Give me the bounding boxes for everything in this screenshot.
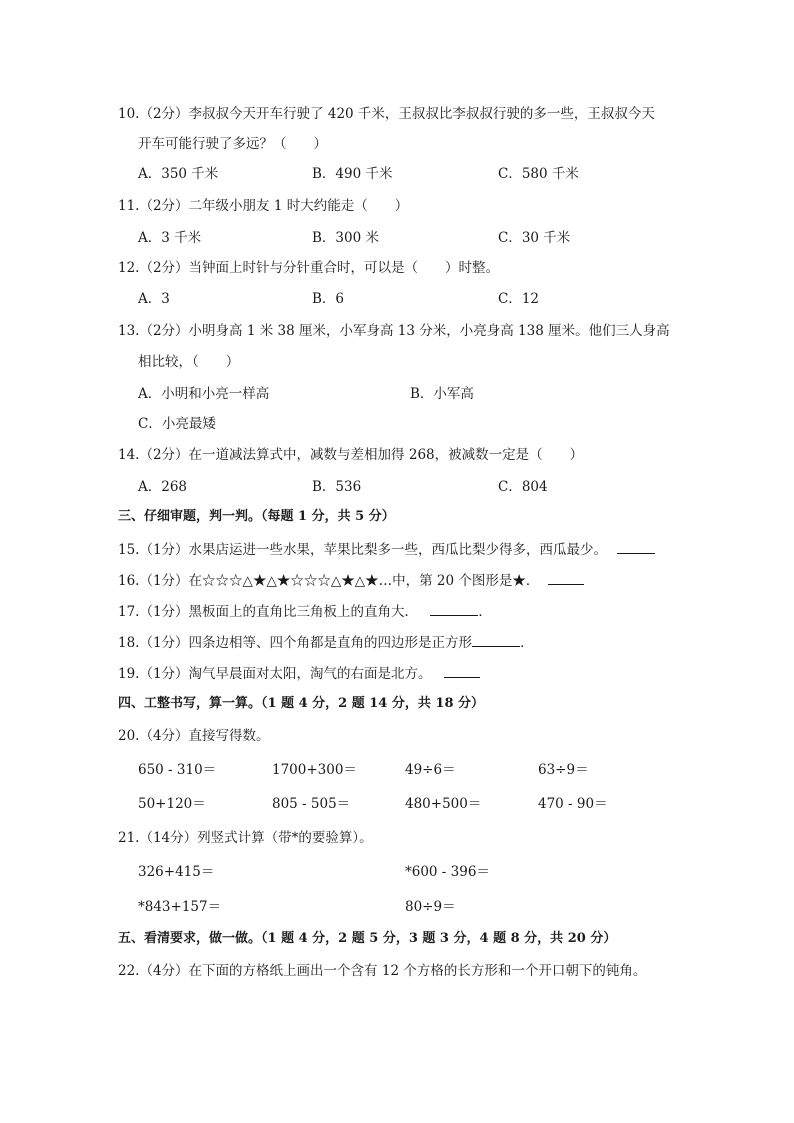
q18-stem [118, 632, 534, 653]
q11-option-a: A．3 千米 [138, 230, 202, 246]
q10-option-c: C．580 千米 [498, 166, 579, 182]
q22-stem: 22.（4分）在下面的方格纸上画出一个含有 12 个方格的长方形和一个开口朝下的钝角。 [118, 963, 647, 979]
q20-item-2: 1700+300＝ [272, 762, 357, 778]
q17-text: 17.（1分）黑板面上的直角比三角板上的直角大． [118, 604, 419, 620]
q19-stem [118, 663, 480, 684]
q20-item-1: 650 - 310＝ [138, 762, 217, 778]
q21-item-3: *843+157＝ [138, 899, 222, 915]
q20-item-7: 480+500＝ [405, 796, 482, 812]
q13-stem-cont: 相比较，（ ） [138, 354, 240, 370]
q15-text: 15.（1分）水果店运进一些水果，苹果比梨多一些，西瓜比梨少得多，西瓜最少。 [118, 542, 608, 558]
q12-option-c: C．12 [498, 291, 540, 307]
q14-option-b: B．536 [312, 479, 362, 495]
q14-option-c: C．804 [498, 479, 548, 495]
q12-stem: 12.（2分）当钟面上时针与分针重合时，可以是（ ）时整。 [118, 260, 500, 276]
q13-stem: 13.（2分）小明身高 1 米 38 厘米，小军身高 13 分米，小亮身高 138 厘米。他们三人身高 [118, 323, 670, 339]
q18-text: 18.（1分）四条边相等、四个角都是直角的四边形是正方形 [118, 635, 473, 651]
q15-stem [118, 539, 655, 560]
q10-option-b: B．490 千米 [312, 166, 393, 182]
section-3-heading: 三、仔细审题，判一判。（每题 1 分，共 5 分） [118, 509, 395, 524]
section-4-heading: 四、工整书写，算一算。（1 题 4 分，2 题 14 分，共 18 分） [118, 696, 485, 711]
q16-text: 16.（1分）在☆☆☆△★△★☆☆☆△★△★…中，第 20 个图形是★． [118, 573, 540, 589]
q20-item-3: 49÷6＝ [405, 762, 456, 778]
q15-answer-blank[interactable] [617, 539, 655, 554]
q21-stem: 21.（14分）列竖式计算（带*的要验算）。 [118, 830, 373, 846]
q19-text: 19.（1分）淘气早晨面对太阳，淘气的右面是北方。 [118, 666, 432, 682]
q16-answer-blank[interactable] [548, 570, 584, 585]
q16-stem [118, 570, 584, 591]
q14-option-a: A．268 [138, 479, 188, 495]
section-5-heading: 五、看清要求，做一做。（1 题 4 分，2 题 5 分，3 题 3 分，4 题 8 分，共 20 分） [118, 931, 617, 946]
q17-end-mark: ． [478, 604, 492, 620]
q11-option-c: C．30 千米 [498, 230, 571, 246]
q20-item-6: 805 - 505＝ [272, 796, 351, 812]
q17-stem [118, 601, 492, 622]
q20-stem: 20.（4分）直接写得数。 [118, 728, 270, 744]
q14-stem: 14.（2分）在一道减法算式中，减数与差相加得 268，被减数一定是（ ） [118, 447, 584, 463]
q11-option-b: B．300 米 [312, 230, 379, 246]
q21-item-2: *600 - 396＝ [405, 864, 490, 880]
q21-item-4: 80÷9＝ [405, 899, 456, 915]
q19-answer-blank[interactable] [444, 663, 480, 678]
q21-item-1: 326+415＝ [138, 864, 215, 880]
q13-option-a: A．小明和小亮一样高 [138, 386, 270, 402]
q18-end-mark: ． [520, 635, 534, 651]
q10-stem: 10.（2分）李叔叔今天开车行驶了 420 千米，王叔叔比李叔叔行驶的多一些，王叔叔今天 [118, 106, 655, 122]
q10-stem-cont: 开车可能行驶了多远？（ ） [138, 136, 327, 152]
q17-answer-blank[interactable] [430, 601, 478, 616]
q12-option-a: A．3 [138, 291, 170, 307]
q20-item-4: 63÷9＝ [538, 762, 589, 778]
q20-item-8: 470 - 90＝ [538, 796, 608, 812]
q18-answer-blank[interactable] [472, 632, 520, 647]
q13-option-c: C．小亮最矮 [138, 416, 216, 432]
q12-option-b: B．6 [312, 291, 345, 307]
q13-option-b: B．小军高 [410, 386, 474, 402]
q20-item-5: 50+120＝ [138, 796, 206, 812]
q11-stem: 11.（2分）二年级小朋友 1 时大约能走（ ） [118, 198, 409, 214]
q10-option-a: A．350 千米 [138, 166, 219, 182]
